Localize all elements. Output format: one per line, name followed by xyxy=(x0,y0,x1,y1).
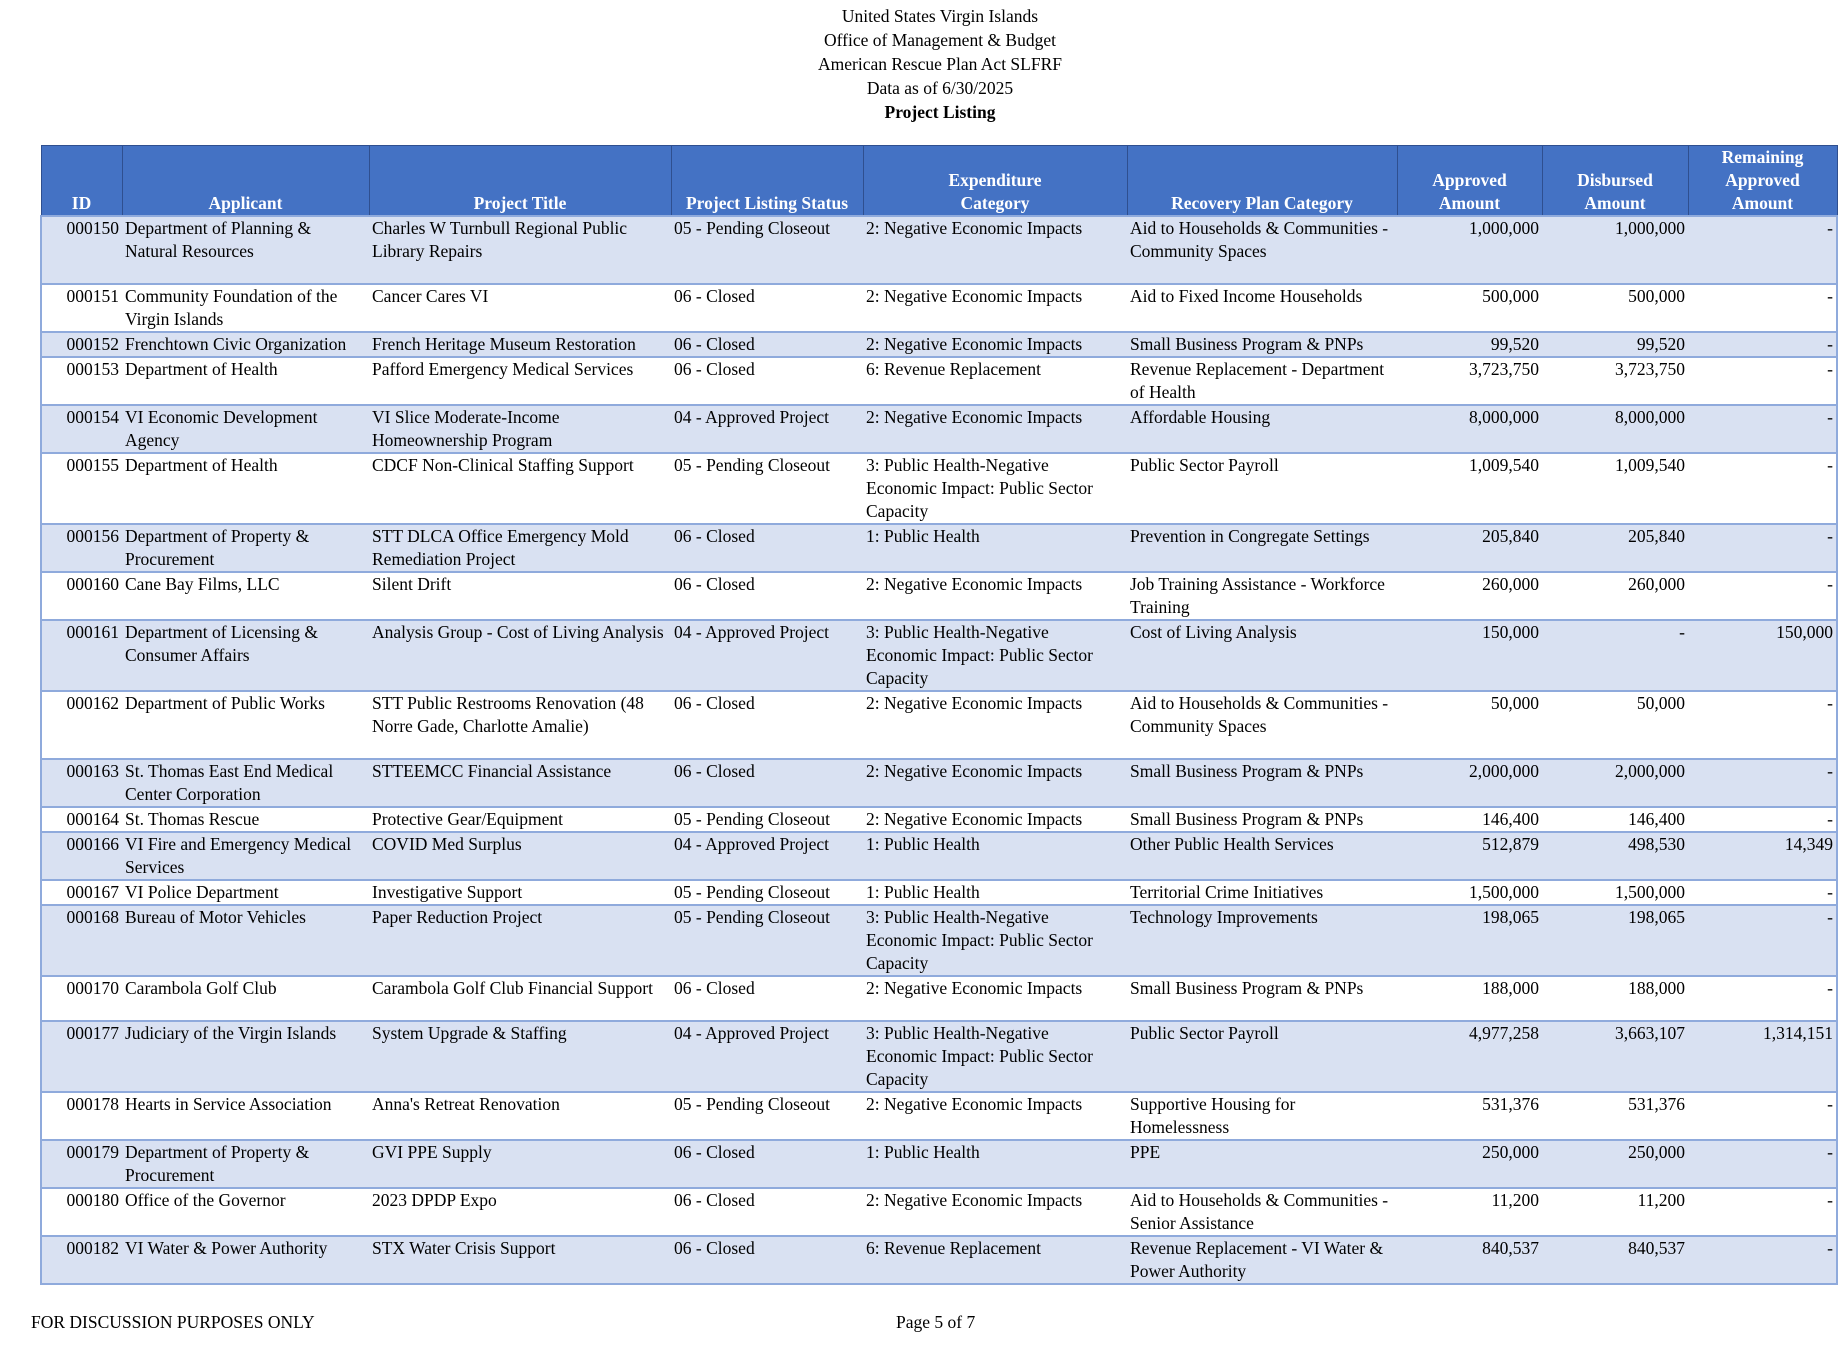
cell-id: 000167 xyxy=(41,880,122,905)
cell-approved: 260,000 xyxy=(1397,572,1542,620)
cell-approved: 531,376 xyxy=(1397,1092,1542,1140)
cell-applicant: Department of Property & Procurement xyxy=(122,524,369,572)
table-row xyxy=(41,284,1837,332)
cell-disbursed: - xyxy=(1542,620,1688,691)
table-row xyxy=(41,832,1837,880)
cell-disbursed: 498,530 xyxy=(1542,832,1688,880)
cell-applicant: VI Fire and Emergency Medical Services xyxy=(122,832,369,880)
cell-applicant: Judiciary of the Virgin Islands xyxy=(122,1021,369,1092)
col-header-disbursed: Disbursed Amount xyxy=(1542,146,1688,217)
col-header-recovery: Recovery Plan Category xyxy=(1127,146,1397,217)
cell-disbursed: 198,065 xyxy=(1542,905,1688,976)
cell-applicant: Carambola Golf Club xyxy=(122,976,369,1021)
table-row xyxy=(41,880,1837,905)
cell-project-title: French Heritage Museum Restoration xyxy=(369,332,671,357)
cell-disbursed: 50,000 xyxy=(1542,691,1688,759)
table-row xyxy=(41,1092,1837,1140)
cell-disbursed: 3,663,107 xyxy=(1542,1021,1688,1092)
cell-id: 000166 xyxy=(41,832,122,880)
table-row xyxy=(41,620,1837,691)
table-body xyxy=(41,216,1837,1284)
cell-applicant: Office of the Governor xyxy=(122,1188,369,1236)
cell-id: 000178 xyxy=(41,1092,122,1140)
table-row xyxy=(41,332,1837,357)
cell-disbursed: 1,500,000 xyxy=(1542,880,1688,905)
cell-remaining: 1,314,151 xyxy=(1688,1021,1837,1092)
cell-recovery: Revenue Replacement - Department of Health xyxy=(1127,357,1397,405)
cell-remaining: - xyxy=(1688,807,1837,832)
cell-disbursed: 840,537 xyxy=(1542,1236,1688,1284)
cell-disbursed: 2,000,000 xyxy=(1542,759,1688,807)
cell-recovery: Territorial Crime Initiatives xyxy=(1127,880,1397,905)
cell-status: 06 - Closed xyxy=(671,1140,863,1188)
cell-expenditure: 3: Public Health-Negative Economic Impact: Public Sector Capacity xyxy=(863,620,1127,691)
cell-disbursed: 146,400 xyxy=(1542,807,1688,832)
cell-disbursed: 11,200 xyxy=(1542,1188,1688,1236)
cell-approved: 4,977,258 xyxy=(1397,1021,1542,1092)
cell-recovery: Small Business Program & PNPs xyxy=(1127,976,1397,1021)
cell-id: 000150 xyxy=(41,216,122,284)
cell-remaining: - xyxy=(1688,905,1837,976)
cell-id: 000177 xyxy=(41,1021,122,1092)
table-row xyxy=(41,1188,1837,1236)
cell-remaining: - xyxy=(1688,880,1837,905)
table-row xyxy=(41,405,1837,453)
cell-approved: 2,000,000 xyxy=(1397,759,1542,807)
cell-remaining: - xyxy=(1688,524,1837,572)
cell-approved: 198,065 xyxy=(1397,905,1542,976)
cell-disbursed: 531,376 xyxy=(1542,1092,1688,1140)
cell-applicant: Bureau of Motor Vehicles xyxy=(122,905,369,976)
cell-project-title: Cancer Cares VI xyxy=(369,284,671,332)
cell-disbursed: 8,000,000 xyxy=(1542,405,1688,453)
cell-status: 05 - Pending Closeout xyxy=(671,880,863,905)
cell-project-title: System Upgrade & Staffing xyxy=(369,1021,671,1092)
cell-expenditure: 3: Public Health-Negative Economic Impact: Public Sector Capacity xyxy=(863,453,1127,524)
cell-approved: 150,000 xyxy=(1397,620,1542,691)
cell-disbursed: 250,000 xyxy=(1542,1140,1688,1188)
cell-disbursed: 99,520 xyxy=(1542,332,1688,357)
cell-status: 06 - Closed xyxy=(671,572,863,620)
cell-applicant: St. Thomas Rescue xyxy=(122,807,369,832)
cell-remaining: - xyxy=(1688,1092,1837,1140)
cell-id: 000168 xyxy=(41,905,122,976)
cell-applicant: Department of Health xyxy=(122,357,369,405)
col-header-applicant: Applicant xyxy=(122,146,369,217)
cell-status: 06 - Closed xyxy=(671,976,863,1021)
cell-expenditure: 3: Public Health-Negative Economic Impact: Public Sector Capacity xyxy=(863,905,1127,976)
cell-approved: 50,000 xyxy=(1397,691,1542,759)
footer-disclaimer: FOR DISCUSSION PURPOSES ONLY xyxy=(31,1312,315,1332)
cell-applicant: Hearts in Service Association xyxy=(122,1092,369,1140)
cell-remaining: - xyxy=(1688,332,1837,357)
table-header-row xyxy=(41,146,1837,217)
cell-recovery: Affordable Housing xyxy=(1127,405,1397,453)
cell-project-title: Carambola Golf Club Financial Support xyxy=(369,976,671,1021)
cell-id: 000153 xyxy=(41,357,122,405)
cell-recovery: Aid to Households & Communities - Senior Assistance xyxy=(1127,1188,1397,1236)
cell-project-title: Protective Gear/Equipment xyxy=(369,807,671,832)
header-line-territory: United States Virgin Islands xyxy=(841,6,1039,26)
cell-applicant: Department of Licensing & Consumer Affairs xyxy=(122,620,369,691)
cell-expenditure: 2: Negative Economic Impacts xyxy=(863,759,1127,807)
cell-expenditure: 6: Revenue Replacement xyxy=(863,1236,1127,1284)
cell-applicant: VI Water & Power Authority xyxy=(122,1236,369,1284)
table-row xyxy=(41,691,1837,759)
cell-approved: 205,840 xyxy=(1397,524,1542,572)
cell-id: 000182 xyxy=(41,1236,122,1284)
col-header-status: Project Listing Status xyxy=(671,146,863,217)
cell-status: 04 - Approved Project xyxy=(671,832,863,880)
cell-project-title: Analysis Group - Cost of Living Analysis xyxy=(369,620,671,691)
cell-project-title: Silent Drift xyxy=(369,572,671,620)
cell-recovery: Aid to Households & Communities - Community Spaces xyxy=(1127,216,1397,284)
cell-recovery: Technology Improvements xyxy=(1127,905,1397,976)
cell-remaining: - xyxy=(1688,759,1837,807)
cell-id: 000156 xyxy=(41,524,122,572)
cell-remaining: - xyxy=(1688,691,1837,759)
cell-recovery: Cost of Living Analysis xyxy=(1127,620,1397,691)
cell-project-title: GVI PPE Supply xyxy=(369,1140,671,1188)
cell-approved: 512,879 xyxy=(1397,832,1542,880)
header-line-office: Office of Management & Budget xyxy=(824,30,1056,50)
cell-recovery: Aid to Households & Communities - Community Spaces xyxy=(1127,691,1397,759)
cell-expenditure: 2: Negative Economic Impacts xyxy=(863,332,1127,357)
cell-id: 000154 xyxy=(41,405,122,453)
cell-status: 06 - Closed xyxy=(671,1188,863,1236)
col-header-project-title: Project Title xyxy=(369,146,671,217)
cell-approved: 146,400 xyxy=(1397,807,1542,832)
cell-id: 000152 xyxy=(41,332,122,357)
cell-recovery: Other Public Health Services xyxy=(1127,832,1397,880)
cell-remaining: 150,000 xyxy=(1688,620,1837,691)
cell-project-title: STT Public Restrooms Renovation (48 Norre Gade, Charlotte Amalie) xyxy=(369,691,671,759)
cell-remaining: - xyxy=(1688,453,1837,524)
cell-id: 000162 xyxy=(41,691,122,759)
cell-remaining: - xyxy=(1688,405,1837,453)
cell-recovery: Small Business Program & PNPs xyxy=(1127,759,1397,807)
cell-expenditure: 2: Negative Economic Impacts xyxy=(863,807,1127,832)
cell-project-title: Paper Reduction Project xyxy=(369,905,671,976)
cell-status: 05 - Pending Closeout xyxy=(671,453,863,524)
cell-project-title: VI Slice Moderate-Income Homeownership Program xyxy=(369,405,671,453)
cell-approved: 840,537 xyxy=(1397,1236,1542,1284)
cell-approved: 1,009,540 xyxy=(1397,453,1542,524)
cell-status: 04 - Approved Project xyxy=(671,1021,863,1092)
cell-expenditure: 2: Negative Economic Impacts xyxy=(863,976,1127,1021)
cell-disbursed: 3,723,750 xyxy=(1542,357,1688,405)
project-listing-table xyxy=(40,145,1838,1285)
cell-recovery: Job Training Assistance - Workforce Training xyxy=(1127,572,1397,620)
cell-expenditure: 1: Public Health xyxy=(863,832,1127,880)
cell-project-title: Charles W Turnbull Regional Public Library Repairs xyxy=(369,216,671,284)
cell-disbursed: 260,000 xyxy=(1542,572,1688,620)
cell-id: 000161 xyxy=(41,620,122,691)
cell-recovery: Public Sector Payroll xyxy=(1127,453,1397,524)
page-title: Project Listing xyxy=(884,102,996,122)
cell-approved: 99,520 xyxy=(1397,332,1542,357)
report-header xyxy=(0,4,1840,124)
cell-recovery: Aid to Fixed Income Households xyxy=(1127,284,1397,332)
col-header-remaining: Remaining Approved Amount xyxy=(1688,146,1837,217)
cell-id: 000151 xyxy=(41,284,122,332)
cell-project-title: STT DLCA Office Emergency Mold Remediation Project xyxy=(369,524,671,572)
cell-expenditure: 6: Revenue Replacement xyxy=(863,357,1127,405)
table-row xyxy=(41,357,1837,405)
cell-recovery: Small Business Program & PNPs xyxy=(1127,807,1397,832)
cell-remaining: - xyxy=(1688,572,1837,620)
cell-id: 000163 xyxy=(41,759,122,807)
table-row xyxy=(41,1140,1837,1188)
cell-project-title: CDCF Non-Clinical Staffing Support xyxy=(369,453,671,524)
cell-id: 000170 xyxy=(41,976,122,1021)
cell-applicant: Community Foundation of the Virgin Islands xyxy=(122,284,369,332)
cell-approved: 500,000 xyxy=(1397,284,1542,332)
cell-approved: 250,000 xyxy=(1397,1140,1542,1188)
table-row xyxy=(41,1021,1837,1092)
cell-project-title: STTEEMCC Financial Assistance xyxy=(369,759,671,807)
cell-applicant: Cane Bay Films, LLC xyxy=(122,572,369,620)
cell-id: 000179 xyxy=(41,1140,122,1188)
header-line-program: American Rescue Plan Act SLFRF xyxy=(817,54,1062,74)
cell-id: 000164 xyxy=(41,807,122,832)
cell-applicant: St. Thomas East End Medical Center Corporation xyxy=(122,759,369,807)
table-row xyxy=(41,572,1837,620)
cell-expenditure: 2: Negative Economic Impacts xyxy=(863,572,1127,620)
cell-approved: 1,500,000 xyxy=(1397,880,1542,905)
cell-project-title: 2023 DPDP Expo xyxy=(369,1188,671,1236)
cell-disbursed: 188,000 xyxy=(1542,976,1688,1021)
cell-status: 05 - Pending Closeout xyxy=(671,216,863,284)
cell-project-title: Pafford Emergency Medical Services xyxy=(369,357,671,405)
cell-expenditure: 2: Negative Economic Impacts xyxy=(863,691,1127,759)
cell-expenditure: 2: Negative Economic Impacts xyxy=(863,284,1127,332)
cell-expenditure: 1: Public Health xyxy=(863,1140,1127,1188)
table-row xyxy=(41,759,1837,807)
cell-remaining: - xyxy=(1688,284,1837,332)
cell-status: 05 - Pending Closeout xyxy=(671,905,863,976)
cell-recovery: Revenue Replacement - VI Water & Power Authority xyxy=(1127,1236,1397,1284)
cell-recovery: PPE xyxy=(1127,1140,1397,1188)
table-row xyxy=(41,453,1837,524)
cell-expenditure: 2: Negative Economic Impacts xyxy=(863,405,1127,453)
cell-applicant: Department of Planning & Natural Resources xyxy=(122,216,369,284)
cell-remaining: - xyxy=(1688,1188,1837,1236)
col-header-expenditure: Expenditure Category xyxy=(863,146,1127,217)
cell-status: 04 - Approved Project xyxy=(671,405,863,453)
cell-status: 04 - Approved Project xyxy=(671,620,863,691)
cell-recovery: Supportive Housing for Homelessness xyxy=(1127,1092,1397,1140)
cell-status: 05 - Pending Closeout xyxy=(671,1092,863,1140)
cell-status: 06 - Closed xyxy=(671,357,863,405)
cell-approved: 1,000,000 xyxy=(1397,216,1542,284)
cell-remaining: - xyxy=(1688,1236,1837,1284)
cell-applicant: Department of Public Works xyxy=(122,691,369,759)
cell-status: 05 - Pending Closeout xyxy=(671,807,863,832)
col-header-approved: Approved Amount xyxy=(1397,146,1542,217)
cell-expenditure: 2: Negative Economic Impacts xyxy=(863,216,1127,284)
table-row xyxy=(41,976,1837,1021)
cell-remaining: - xyxy=(1688,216,1837,284)
cell-status: 06 - Closed xyxy=(671,284,863,332)
cell-id: 000155 xyxy=(41,453,122,524)
col-header-id: ID xyxy=(41,146,122,217)
cell-disbursed: 1,000,000 xyxy=(1542,216,1688,284)
cell-approved: 188,000 xyxy=(1397,976,1542,1021)
table-row xyxy=(41,905,1837,976)
cell-id: 000160 xyxy=(41,572,122,620)
cell-project-title: Investigative Support xyxy=(369,880,671,905)
cell-remaining: - xyxy=(1688,1140,1837,1188)
page-number: Page 5 of 7 xyxy=(896,1312,976,1332)
header-line-date: Data as of 6/30/2025 xyxy=(866,78,1014,98)
cell-status: 06 - Closed xyxy=(671,332,863,357)
cell-approved: 11,200 xyxy=(1397,1188,1542,1236)
cell-disbursed: 1,009,540 xyxy=(1542,453,1688,524)
cell-approved: 3,723,750 xyxy=(1397,357,1542,405)
cell-project-title: COVID Med Surplus xyxy=(369,832,671,880)
cell-remaining: 14,349 xyxy=(1688,832,1837,880)
cell-expenditure: 2: Negative Economic Impacts xyxy=(863,1188,1127,1236)
cell-expenditure: 3: Public Health-Negative Economic Impact: Public Sector Capacity xyxy=(863,1021,1127,1092)
cell-applicant: VI Economic Development Agency xyxy=(122,405,369,453)
table-row xyxy=(41,216,1837,284)
cell-expenditure: 1: Public Health xyxy=(863,880,1127,905)
cell-expenditure: 1: Public Health xyxy=(863,524,1127,572)
cell-id: 000180 xyxy=(41,1188,122,1236)
cell-status: 06 - Closed xyxy=(671,691,863,759)
table-row xyxy=(41,1236,1837,1284)
cell-applicant: Frenchtown Civic Organization xyxy=(122,332,369,357)
cell-status: 06 - Closed xyxy=(671,759,863,807)
cell-recovery: Public Sector Payroll xyxy=(1127,1021,1397,1092)
cell-approved: 8,000,000 xyxy=(1397,405,1542,453)
cell-status: 06 - Closed xyxy=(671,524,863,572)
cell-applicant: Department of Property & Procurement xyxy=(122,1140,369,1188)
table-row xyxy=(41,524,1837,572)
cell-recovery: Small Business Program & PNPs xyxy=(1127,332,1397,357)
cell-applicant: VI Police Department xyxy=(122,880,369,905)
cell-disbursed: 205,840 xyxy=(1542,524,1688,572)
cell-status: 06 - Closed xyxy=(671,1236,863,1284)
cell-project-title: STX Water Crisis Support xyxy=(369,1236,671,1284)
cell-expenditure: 2: Negative Economic Impacts xyxy=(863,1092,1127,1140)
cell-remaining: - xyxy=(1688,976,1837,1021)
cell-project-title: Anna's Retreat Renovation xyxy=(369,1092,671,1140)
cell-applicant: Department of Health xyxy=(122,453,369,524)
cell-recovery: Prevention in Congregate Settings xyxy=(1127,524,1397,572)
cell-remaining: - xyxy=(1688,357,1837,405)
table-row xyxy=(41,807,1837,832)
cell-disbursed: 500,000 xyxy=(1542,284,1688,332)
